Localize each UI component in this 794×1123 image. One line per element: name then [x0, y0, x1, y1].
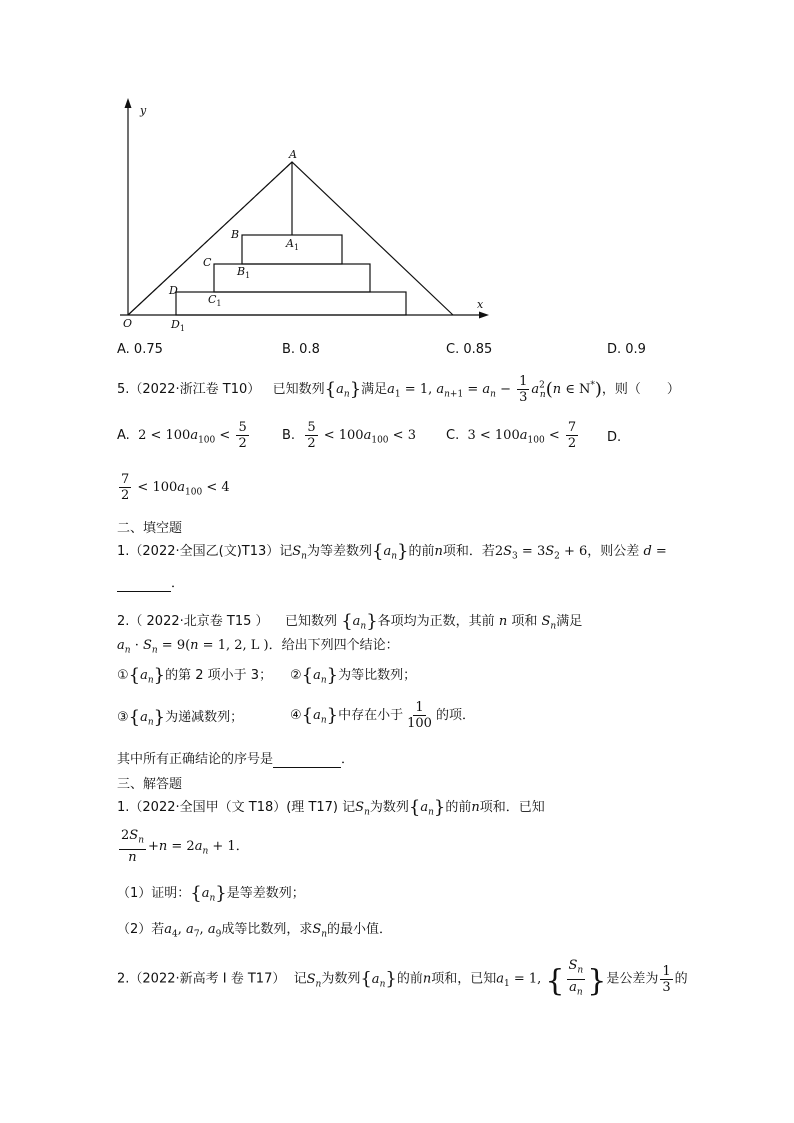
- label-y: y: [140, 104, 147, 117]
- label-A1: $A_1$: [286, 237, 300, 252]
- q4-option-a: A. 0.75: [117, 342, 163, 357]
- x-axis-arrow: [479, 312, 489, 319]
- q4-option-b: B. 0.8: [282, 342, 320, 357]
- label-x: x: [477, 298, 484, 311]
- label-B: B: [231, 228, 240, 241]
- f2-question: 其中所有正确结论的序号是 ．: [117, 752, 355, 767]
- f2-condition: $a_n \cdot S_n = 9(n = 1$, 2, L )．给出下列四个结论：: [117, 638, 399, 656]
- s1-part-2: （2）若$a_4$, $a_7$, $a_9$成等比数列，求$S_n$的最小值．: [117, 922, 393, 940]
- q4-option-d: D. 0.9: [607, 342, 646, 357]
- f2-conclusion-3: $③\{a_n\}$为递减数列；: [117, 707, 244, 728]
- s1-part-1: （1）证明：$\{a_n\}$是等差数列；: [117, 883, 305, 904]
- q5-stem-mid: 满足: [361, 382, 388, 397]
- y-axis-arrow: [125, 98, 132, 108]
- f2-conclusion-2: $②\{a_n\}$为等比数列；: [290, 665, 417, 686]
- f1-source: （2022·全国乙(文)T13）: [129, 544, 280, 559]
- section-title-fill-in: 二、填空题: [117, 521, 183, 536]
- f2-conclusion-4: $④\{a_n\}$中存在小于 $\frac{1}{100}$ 的项．: [290, 700, 475, 731]
- f1-stem: 1.（2022·全国乙(文)T13）记$S_n$为等差数列$\{a_n\}$的前n项和．若$2S_3 = 3S_2 + 6$，则公差 d =: [117, 541, 667, 562]
- q5-source: （2022·浙江卷 T10）: [129, 382, 261, 397]
- label-A: A: [289, 148, 297, 161]
- q4-option-c: C. 0.85: [446, 342, 493, 357]
- f2-stem: 2.（ 2022·北京卷 T15 ） 已知数列 $\{a_n\}$各项均为正数，其前 n 项和 $S_n$满足: [117, 611, 583, 632]
- section-title-solve: 三、解答题: [117, 777, 183, 792]
- s1-equation: $\frac{2S_n}{n}$ $+n = 2a_n + 1$．: [121, 828, 249, 865]
- q5-stem: 5.（2022·浙江卷 T10） 已知数列$\{a_n\}$满足$a_1 = 1$, $a_{n+1} = a_n$ − $\frac{1}{3}$ $a^2_n(n$ ∈ N*)，则（ ）: [117, 374, 680, 405]
- s1-stem: 1.（2022·全国甲（文 T18）(理 T17) 记$S_n$为数列$\{a_n\}$的前n项和．已知: [117, 797, 545, 818]
- q5-stem-pre: 已知数列: [272, 382, 325, 397]
- label-C: C: [203, 256, 212, 269]
- f2-conclusion-1: $①\{a_n\}$的第 2 项小于 3；: [117, 665, 273, 686]
- label-B1: $B_1$: [237, 265, 251, 280]
- label-D1: $D_1$: [171, 318, 185, 333]
- q5-option-d-label: D.: [607, 430, 622, 445]
- s1-source: （2022·全国甲（文 T18）(理 T17): [129, 800, 338, 815]
- q5-stem-end: ，则（ ）: [601, 382, 680, 397]
- label-O: O: [123, 317, 133, 330]
- label-D: D: [169, 284, 178, 297]
- trapezoid-figure: [110, 95, 500, 340]
- q5-option-a: A. $2 < 100a_{100}$ < $\frac{5}{2}$: [117, 420, 247, 451]
- s2-stem: 2.（2022·新高考 I 卷 T17） 记$S_n$为数列$\{a_n\}$的前n项和，已知$a_1 = 1$, { $\frac{S_n}{a_n}$ }是公差为 $\frac{1}{3}$ 的: [117, 958, 688, 999]
- f1-answer-blank[interactable]: ．: [117, 572, 184, 592]
- f2-source: （ 2022·北京卷 T15 ）: [129, 614, 269, 629]
- q5-option-d: $\frac{7}{2}$ < $100a_{100} < 4$: [121, 472, 230, 503]
- label-C1: $C_1$: [208, 293, 222, 308]
- f2-answer-blank[interactable]: [273, 752, 341, 768]
- q5-number: 5.: [117, 382, 130, 397]
- q5-option-b: B. $\frac{5}{2}$ < $100a_{100} < 3$: [282, 420, 416, 451]
- q5-option-c: C. $3 < 100a_{100}$ < $\frac{7}{2}$: [446, 420, 577, 451]
- s2-source: （2022·新高考 I 卷 T17）: [129, 971, 286, 987]
